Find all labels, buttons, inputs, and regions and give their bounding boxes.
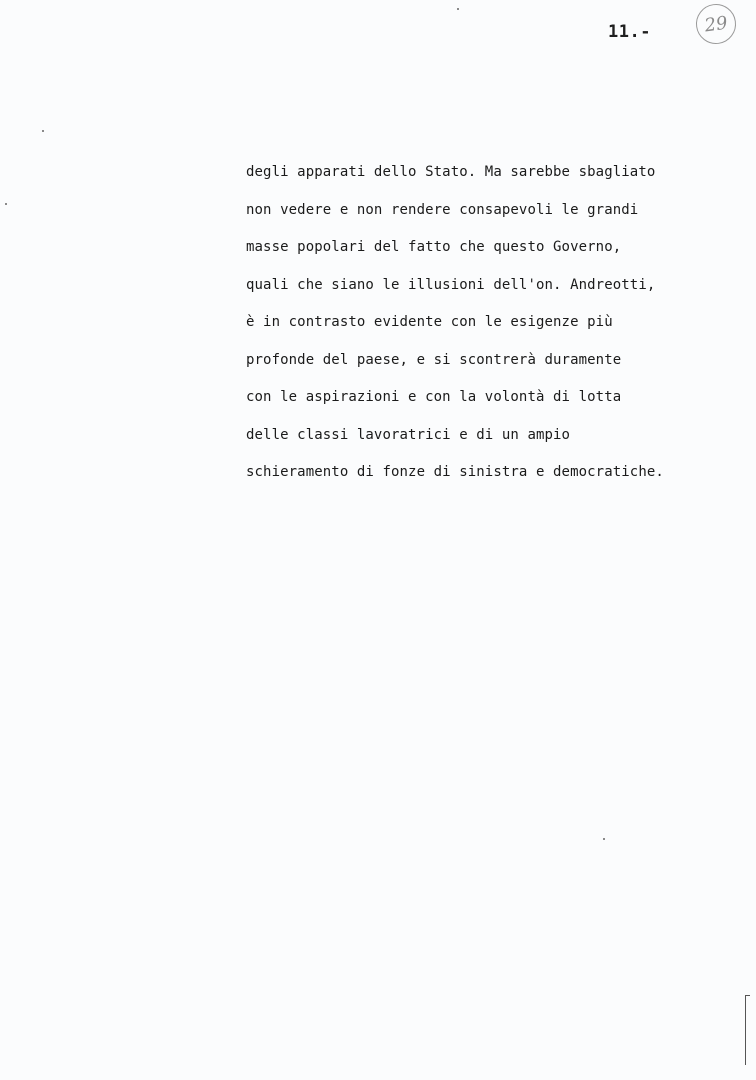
paper-speck xyxy=(603,838,605,840)
text-line: profonde del paese, e si scontrerà duramente xyxy=(246,351,622,368)
text-line: masse popolari del fatto che questo Governo, xyxy=(246,239,622,255)
text-line: non vedere e non rendere consapevoli le grandi xyxy=(246,201,639,218)
paper-speck xyxy=(42,130,44,132)
paper-speck xyxy=(5,203,7,205)
text-line: delle classi lavoratrici e di un ampio xyxy=(246,426,571,443)
text-line: con le aspirazioni e con la volontà di lotta xyxy=(246,389,622,405)
archive-stamp xyxy=(693,1,738,46)
scan-edge-mark xyxy=(745,995,746,1065)
page-number: 11.- xyxy=(608,22,651,42)
text-line: schieramento di fonze di sinistra e democratiche. xyxy=(246,464,664,480)
paper-speck xyxy=(457,8,459,10)
text-line: quali che siano le illusioni dell'on. Andreotti, xyxy=(246,276,656,293)
text-line: degli apparati dello Stato. Ma sarebbe sbagliato xyxy=(246,164,656,180)
stamp-number: 29 xyxy=(703,12,729,36)
text-line: è in contrasto evidente con le esigenze più xyxy=(246,314,613,330)
body-text xyxy=(246,158,736,496)
